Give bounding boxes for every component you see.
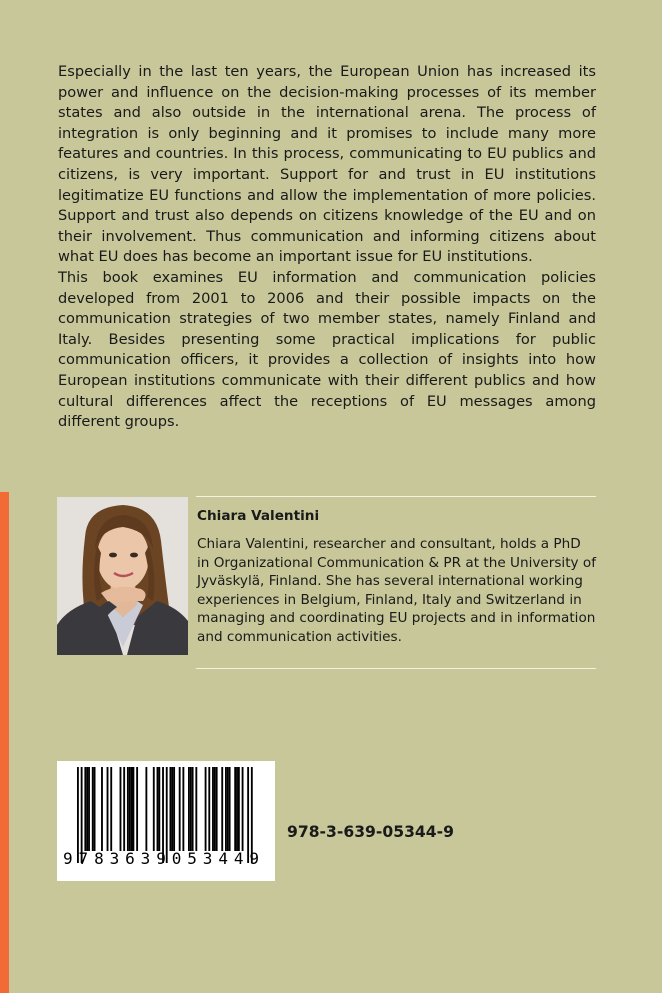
barcode-bar [157, 767, 159, 851]
barcode-bar [212, 767, 214, 851]
barcode-bar [101, 767, 103, 851]
barcode-bar [234, 767, 236, 851]
barcode-bar [127, 767, 129, 851]
barcode-bar [94, 767, 96, 851]
barcode-bar [227, 767, 229, 851]
barcode-bar [120, 767, 122, 851]
barcode-bar [221, 767, 223, 851]
barcode-bar [216, 767, 218, 851]
barcode-bar [195, 767, 197, 851]
author-photo [57, 497, 188, 655]
barcode-bar [188, 767, 190, 851]
barcode-bar [107, 767, 109, 851]
barcode-bar [236, 767, 238, 851]
barcode-bar [171, 767, 173, 851]
barcode-bar [229, 767, 231, 851]
barcode-bar [136, 767, 138, 851]
barcode-bar [158, 767, 160, 851]
barcode-bar [153, 767, 155, 851]
barcode-bar [238, 767, 240, 851]
author-divider-top [196, 496, 596, 497]
barcode-bar [179, 767, 181, 851]
barcode-bar [110, 767, 112, 851]
barcode-bar [88, 767, 90, 851]
orange-accent-strip [0, 492, 9, 993]
barcode-bar [133, 767, 135, 851]
blurb-paragraph-2: This book examines EU information and communication policies developed from 2001 to 2006 and their possible impacts on the communication strategies of two member states, namely Finland and Italy. Besides presenting some practical implications for public communication officers, it provides a collection of insights into how European institutions communicate with their different publics and how cultural differences affect the receptions of EU messages among different groups. [58, 268, 596, 431]
barcode-bar [242, 767, 244, 851]
barcode-bar [192, 767, 194, 851]
barcode-bar [131, 767, 133, 851]
barcode-bar [225, 767, 227, 851]
author-name: Chiara Valentini [197, 508, 320, 524]
barcode-digits: 9783639053449 [63, 849, 265, 868]
isbn-number: 978-3-639-05344-9 [287, 823, 454, 841]
back-cover-blurb [58, 62, 596, 433]
barcode-bar [173, 767, 175, 851]
barcode-bar [123, 767, 125, 851]
barcode-bar [190, 767, 192, 851]
barcode-bar [170, 767, 172, 851]
barcode-bar [208, 767, 210, 851]
blurb-paragraph-1: Especially in the last ten years, the European Union has increased its power and influence on the decision-making processes of its member states and also outside in the international arena. The process of integration is only beginning and it promises to include many more features and countries. In this process, communicating to EU publics and citizens, is very important. Support for and trust in EU institutions legitimatize EU functions and allow the implementation of more policies. Support and trust also depends on citizens knowledge of the EU and on their involvement. Thus communication and informing citizens about what EU does has become an important issue for EU institutions. [58, 63, 596, 266]
author-bio: Chiara Valentini, researcher and consultant, holds a PhD in Organizational Communication & PR at the University of Jyväskylä, Finland. She has several international working experiences in Belgium, Finland, Italy and Switzerland in managing and coordinating EU projects and in information and communication activities. [197, 536, 597, 645]
barcode-bar [129, 767, 131, 851]
barcode-bar [84, 767, 86, 851]
isbn-barcode [57, 761, 275, 881]
author-divider-bottom [196, 668, 596, 669]
barcode-bar [86, 767, 88, 851]
barcode-bar [182, 767, 184, 851]
barcode-bar [145, 767, 147, 851]
barcode-bar [92, 767, 94, 851]
barcode-bar [214, 767, 216, 851]
barcode-bar [205, 767, 207, 851]
